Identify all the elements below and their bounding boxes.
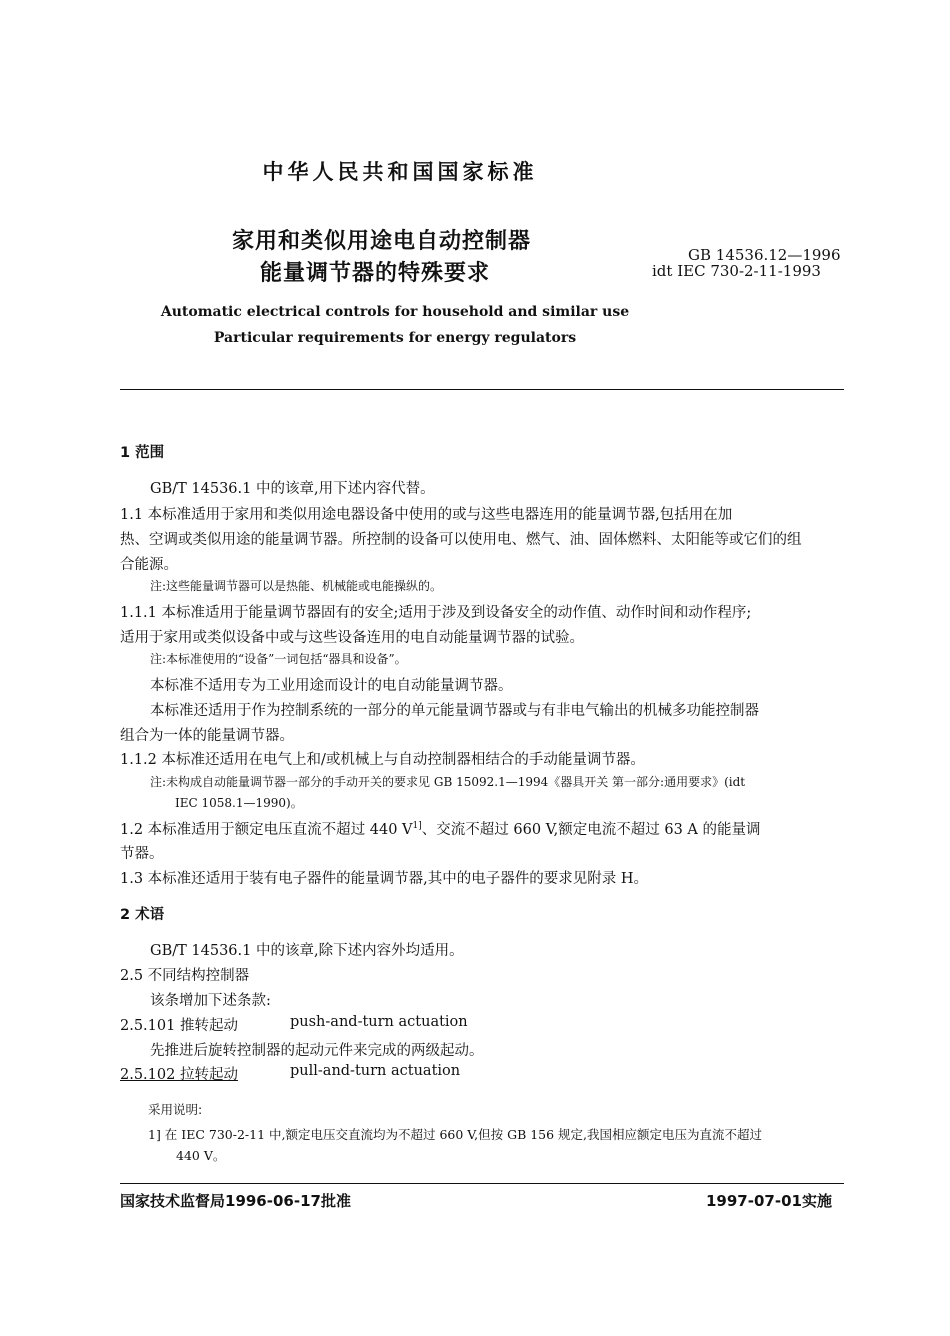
note-3-line2: IEC 1058.1—1990)。 bbox=[175, 796, 303, 810]
clause-2-5-101-desc: 先推进后旋转控制器的起动元件来完成的两级起动。 bbox=[150, 1043, 484, 1059]
note-3-line1: 注:未构成自动能量调节器一部分的手动开关的要求见 GB 15092.1—1994《器具开关 第一部分:通用要求》(idt bbox=[150, 775, 746, 789]
footer-divider bbox=[120, 1183, 844, 1184]
clause-1-1-line2: 热、空调或类似用途的能量调节器。所控制的设备可以使用电、燃气、油、固体燃料、太阳能等或它们的组 bbox=[120, 532, 802, 548]
footnote-ref-1: 1] bbox=[412, 821, 422, 832]
section2-heading: 2 术语 bbox=[120, 907, 165, 923]
footnote-heading: 采用说明: bbox=[148, 1102, 203, 1117]
note-1: 注:这些能量调节器可以是热能、机械能或电能操纵的。 bbox=[150, 579, 443, 593]
title-cn-line1: 家用和类似用途电自动控制器 bbox=[232, 229, 532, 254]
idt-number: idt IEC 730-2-11-1993 bbox=[652, 262, 821, 280]
clause-1-2-text: 1.2 本标准适用于额定电压直流不超过 440 V bbox=[120, 822, 413, 838]
section1-intro: GB/T 14536.1 中的该章,用下述内容代替。 bbox=[150, 481, 435, 497]
title-en-line1: Automatic electrical controls for household and similar use bbox=[160, 304, 630, 320]
section1-heading: 1 范围 bbox=[120, 445, 165, 461]
clause-1-3: 1.3 本标准还适用于装有电子器件的能量调节器,其中的电子器件的要求见附录 H。 bbox=[120, 871, 649, 887]
footnote-1-line2: 440 V。 bbox=[176, 1148, 226, 1163]
clause-1-2-line1 bbox=[120, 818, 761, 839]
clause-1-1-1-line1: 1.1.1 本标准适用于能量调节器固有的安全;适用于涉及到设备安全的动作值、动作时间和动作程序; bbox=[120, 605, 752, 621]
header-divider bbox=[120, 389, 844, 390]
clause-2-5: 2.5 不同结构控制器 bbox=[120, 968, 250, 984]
paragraph-not-apply: 本标准不适用专为工业用途而设计的电自动能量调节器。 bbox=[150, 678, 513, 694]
title-en-line2: Particular requirements for energy regulators bbox=[213, 330, 577, 346]
standard-number: GB 14536.12—1996 bbox=[688, 246, 841, 264]
title-cn-line2: 能量调节器的特殊要求 bbox=[260, 261, 491, 286]
clause-1-2-line2: 节器。 bbox=[120, 846, 164, 862]
footnote-1-line1: 1] 在 IEC 730-2-11 中,额定电压交直流均为不超过 660 V,但按 GB 156 规定,我国相应额定电压为直流不超过 bbox=[148, 1127, 763, 1142]
clause-1-1-1-line2: 适用于家用或类似设备中或与这些设备连用的电自动能量调节器的试验。 bbox=[120, 630, 584, 646]
clause-2-5-add: 该条增加下述条款: bbox=[150, 993, 271, 1009]
note-2: 注:本标准使用的“设备”一词包括“器具和设备”。 bbox=[150, 652, 407, 666]
section2-intro: GB/T 14536.1 中的该章,除下述内容外均适用。 bbox=[150, 943, 464, 959]
paragraph-also-line1: 本标准还适用于作为控制系统的一部分的单元能量调节器或与有非电气输出的机械多功能控制器 bbox=[150, 703, 759, 719]
clause-2-5-102-en: pull-and-turn actuation bbox=[290, 1063, 461, 1079]
clause-1-1-line1: 1.1 本标准适用于家用和类似用途电器设备中使用的或与这些电器连用的能量调节器,包括用在加 bbox=[120, 507, 733, 523]
national-standard-heading: 中华人民共和国国家标准 bbox=[262, 160, 538, 184]
clause-2-5-101: 2.5.101 推转起动 bbox=[120, 1018, 238, 1034]
clause-2-5-101-en: push-and-turn actuation bbox=[290, 1014, 468, 1030]
paragraph-also-line2: 组合为一体的能量调节器。 bbox=[120, 728, 294, 744]
clause-1-1-line3: 合能源。 bbox=[120, 557, 178, 573]
clause-1-1-2: 1.1.2 本标准还适用在电气上和/或机械上与自动控制器相结合的手动能量调节器。 bbox=[120, 752, 645, 768]
approval-date: 国家技术监督局1996-06-17批准 bbox=[120, 1192, 351, 1210]
implementation-date: 1997-07-01实施 bbox=[706, 1192, 832, 1210]
clause-1-2-text-rest: 、交流不超过 660 V,额定电流不超过 63 A 的能量调 bbox=[421, 822, 761, 838]
clause-2-5-102: 2.5.102 拉转起动 bbox=[120, 1067, 238, 1083]
